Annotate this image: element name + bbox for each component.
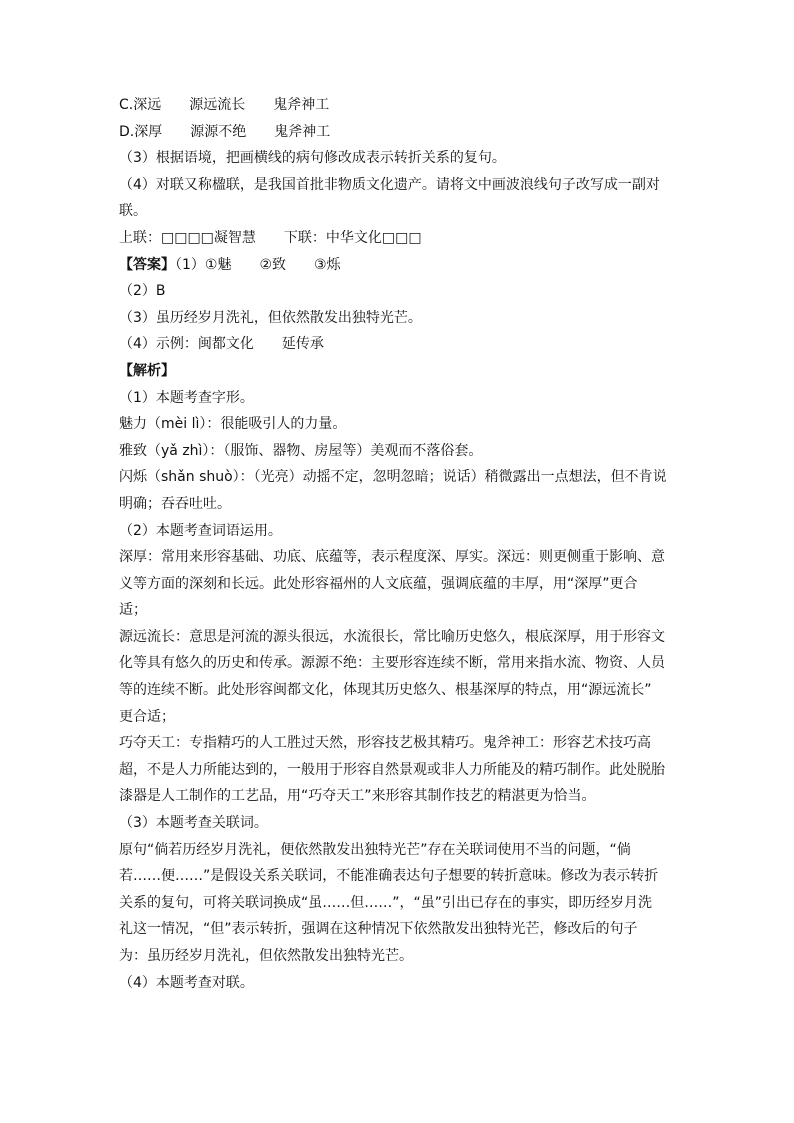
analysis-1-yazhi: 雅致（yǎ zhì）：（服饰、器物、房屋等）美观而不落俗套。 bbox=[119, 442, 483, 459]
question-4-line-2: 联。 bbox=[119, 203, 147, 220]
question-3: （3）根据语境，把画横线的病句修改成表示转折关系的复句。 bbox=[119, 150, 506, 167]
analysis-1-shanshuo-1: 闪烁（shǎn shuò）：（光亮）动摇不定，忽明忽暗；说话）稍微露出一点想法，但不肯说 bbox=[119, 469, 667, 486]
analysis-3-l5: 为：虽历经岁月洗礼，但依然散发出独特光芒。 bbox=[119, 948, 413, 964]
answer-line-1 bbox=[119, 252, 679, 279]
analysis-2-p2-l4: 更合适； bbox=[119, 708, 175, 725]
analysis-4-title: （4）本题考查对联。 bbox=[119, 974, 254, 991]
question-4-line-1: （4）对联又称楹联，是我国首批非物质文化遗产。请将文中画波浪线句子改写成一副对 bbox=[119, 176, 660, 193]
analysis-2-p1-l2: 义等方面的深刻和长远。此处形容福州的人文底蕴，强调底蕴的丰厚，用“深厚”更合 bbox=[119, 575, 638, 592]
answer-line-2: （2）B bbox=[119, 283, 166, 300]
analysis-2-p1-l3: 适； bbox=[119, 602, 147, 619]
analysis-2-p3-l2: 超，不是人力所能达到的，一般用于形容自然景观或非人力所能及的精巧制作。此处脱胎 bbox=[119, 761, 665, 778]
analysis-3-l4: 礼这一情况，“但”表示转折，强调在这种情况下依然散发出独特光芒，修改后的句子 bbox=[119, 921, 638, 938]
answer-label: 【答案】 bbox=[119, 256, 175, 273]
analysis-1-meili: 魅力（mèi lì）：很能吸引人的力量。 bbox=[119, 416, 347, 433]
analysis-2-p3-l1: 巧夺天工：专指精巧的人工胜过天然，形容技艺极其精巧。鬼斧神工：形容艺术技巧高 bbox=[119, 735, 651, 752]
document-page bbox=[119, 92, 679, 996]
option-d: D.深厚 源源不绝 鬼斧神工 bbox=[119, 123, 331, 140]
answer-line-3: （3）虽历经岁月洗礼，但依然散发出独特光芒。 bbox=[119, 309, 422, 326]
analysis-2-p2-l2: 化等具有悠久的历史和传承。源源不绝：主要形容连续不断，常用来指水流、物资、人员 bbox=[119, 655, 665, 672]
analysis-2-p1-l1: 深厚：常用来形容基础、功底、底蕴等，表示程度深、厚实。深远：则更侧重于影响、意 bbox=[119, 549, 665, 566]
analysis-3-l2: 若……便……”是假设关系关联词，不能准确表达句子想要的转折意味。修改为表示转折 bbox=[119, 868, 659, 885]
analysis-2-title: （2）本题考查词语运用。 bbox=[119, 522, 282, 539]
analysis-1-shanshuo-2: 明确；吞吞吐吐。 bbox=[119, 495, 231, 512]
analysis-3-l1: 原句“倘若历经岁月洗礼，便依然散发出独特光芒”存在关联词使用不当的问题，“倘 bbox=[119, 841, 631, 858]
analysis-2-p3-l3: 漆器是人工制作的工艺品，用“巧夺天工”来形容其制作技艺的精湛更为恰当。 bbox=[119, 788, 596, 805]
analysis-2-p2-l3: 等的连续不断。此处形容闽都文化，体现其历史悠久、根基深厚的特点，用“源远流长” bbox=[119, 682, 652, 699]
couplet-prompt: 上联：□□□□凝智慧 下联：中华文化□□□ bbox=[119, 229, 422, 246]
analysis-3-title: （3）本题考查关联词。 bbox=[119, 815, 268, 832]
option-c: C.深远 源远流长 鬼斧神工 bbox=[119, 97, 330, 113]
answer-1-text: （1）①魅 ②致 ③烁 bbox=[175, 256, 341, 273]
analysis-1-title: （1）本题考查字形。 bbox=[119, 389, 254, 406]
analysis-3-l3: 关系的复句，可将关联词换成“虽……但……”，“虽”引出已存在的事实，即历经岁月洗 bbox=[119, 894, 653, 911]
analysis-heading: 【解析】 bbox=[119, 362, 175, 379]
answer-line-4: （4）示例：闽都文化 延传承 bbox=[119, 336, 324, 353]
analysis-2-p2-l1: 源远流长：意思是河流的源头很远，水流很长，常比喻历史悠久，根底深厚，用于形容文 bbox=[119, 628, 665, 645]
